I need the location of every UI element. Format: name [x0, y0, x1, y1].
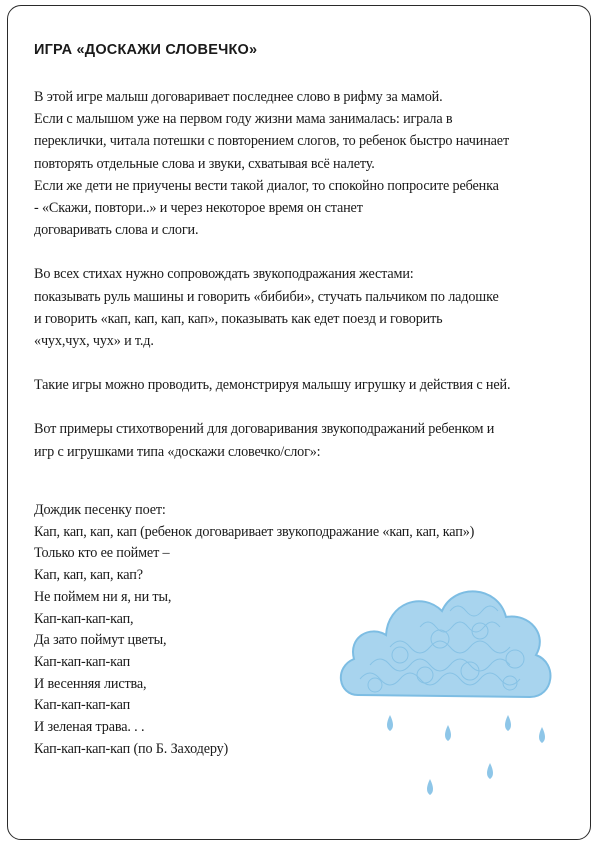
text-line: показывать руль машины и говорить «бибиби», стучать пальчиком по ладошке — [34, 288, 499, 305]
text-line: Если с малышом уже на первом году жизни мама занималась: играла в — [34, 111, 453, 128]
text-line: Во всех стихах нужно сопровождать звукоподражания жестами: — [34, 266, 414, 283]
paragraph-gestures — [34, 263, 590, 352]
text-line: Если же дети не приучены вести такой диалог, то спокойно попросите ребенка — [34, 177, 499, 194]
poem-line: И весенняя листва, — [34, 675, 147, 692]
poem-line: Не поймем ни я, ни ты, — [34, 588, 172, 605]
drop-icon — [387, 715, 393, 731]
drop-icon — [427, 779, 433, 795]
poem-line: Кап-кап-кап-кап (по Б. Заходеру) — [34, 740, 229, 757]
rain-drops — [387, 715, 545, 795]
poem-line: Кап-кап-кап-кап — [34, 697, 131, 714]
text-line: Вот примеры стихотворений для договаривания звукоподражаний ребенком и — [34, 421, 495, 438]
paragraph-intro — [34, 86, 590, 241]
rain-cloud-icon — [330, 555, 560, 815]
poem-line: Дождик песенку поет: — [34, 502, 166, 518]
poem-line: Кап, кап, кап, кап (ребенок договаривает звукоподражание «кап, кап, кап») — [34, 523, 475, 540]
text-line: «чух,чух, чух» и т.д. — [34, 333, 154, 350]
paragraph-toys — [34, 374, 590, 396]
poem-line: И зеленая трава. . . — [34, 719, 145, 736]
poem-line: Кап-кап-кап-кап — [34, 653, 131, 670]
text-line: переклички, читала потешки с повторением слогов, то ребенок быстро начинает — [34, 133, 510, 150]
drop-icon — [445, 725, 451, 741]
poem-line: Кап-кап-кап-кап, — [34, 610, 134, 627]
document-body — [34, 40, 590, 485]
drop-icon — [487, 763, 493, 779]
drop-icon — [539, 727, 545, 743]
document-title: ИГРА «ДОСКАЖИ СЛОВЕЧКО» — [34, 42, 258, 58]
poem-line: Да зато поймут цветы, — [34, 632, 167, 649]
text-line: - «Скажи, повтори..» и через некоторое время он станет — [34, 200, 363, 217]
text-line: Такие игры можно проводить, демонстрируя малышу игрушку и действия с ней. — [34, 377, 511, 394]
text-line: повторять отдельные слова и звуки, схватывая всё налету. — [34, 155, 375, 172]
poem-line: Только кто ее поймет – — [34, 545, 170, 562]
text-line: В этой игре малыш договаривает последнее слово в рифму за мамой. — [34, 89, 443, 105]
paragraph-examples — [34, 418, 590, 462]
text-line: договаривать слова и слоги. — [34, 222, 199, 239]
text-line: игр с игрушками типа «доскажи словечко/слог»: — [34, 443, 321, 460]
poem-line: Кап, кап, кап, кап? — [34, 567, 143, 584]
cloud-shape — [341, 591, 551, 697]
drop-icon — [505, 715, 511, 731]
text-line: и говорить «кап, кап, кап, кап», показывать как едет поезд и говорить — [34, 310, 443, 327]
